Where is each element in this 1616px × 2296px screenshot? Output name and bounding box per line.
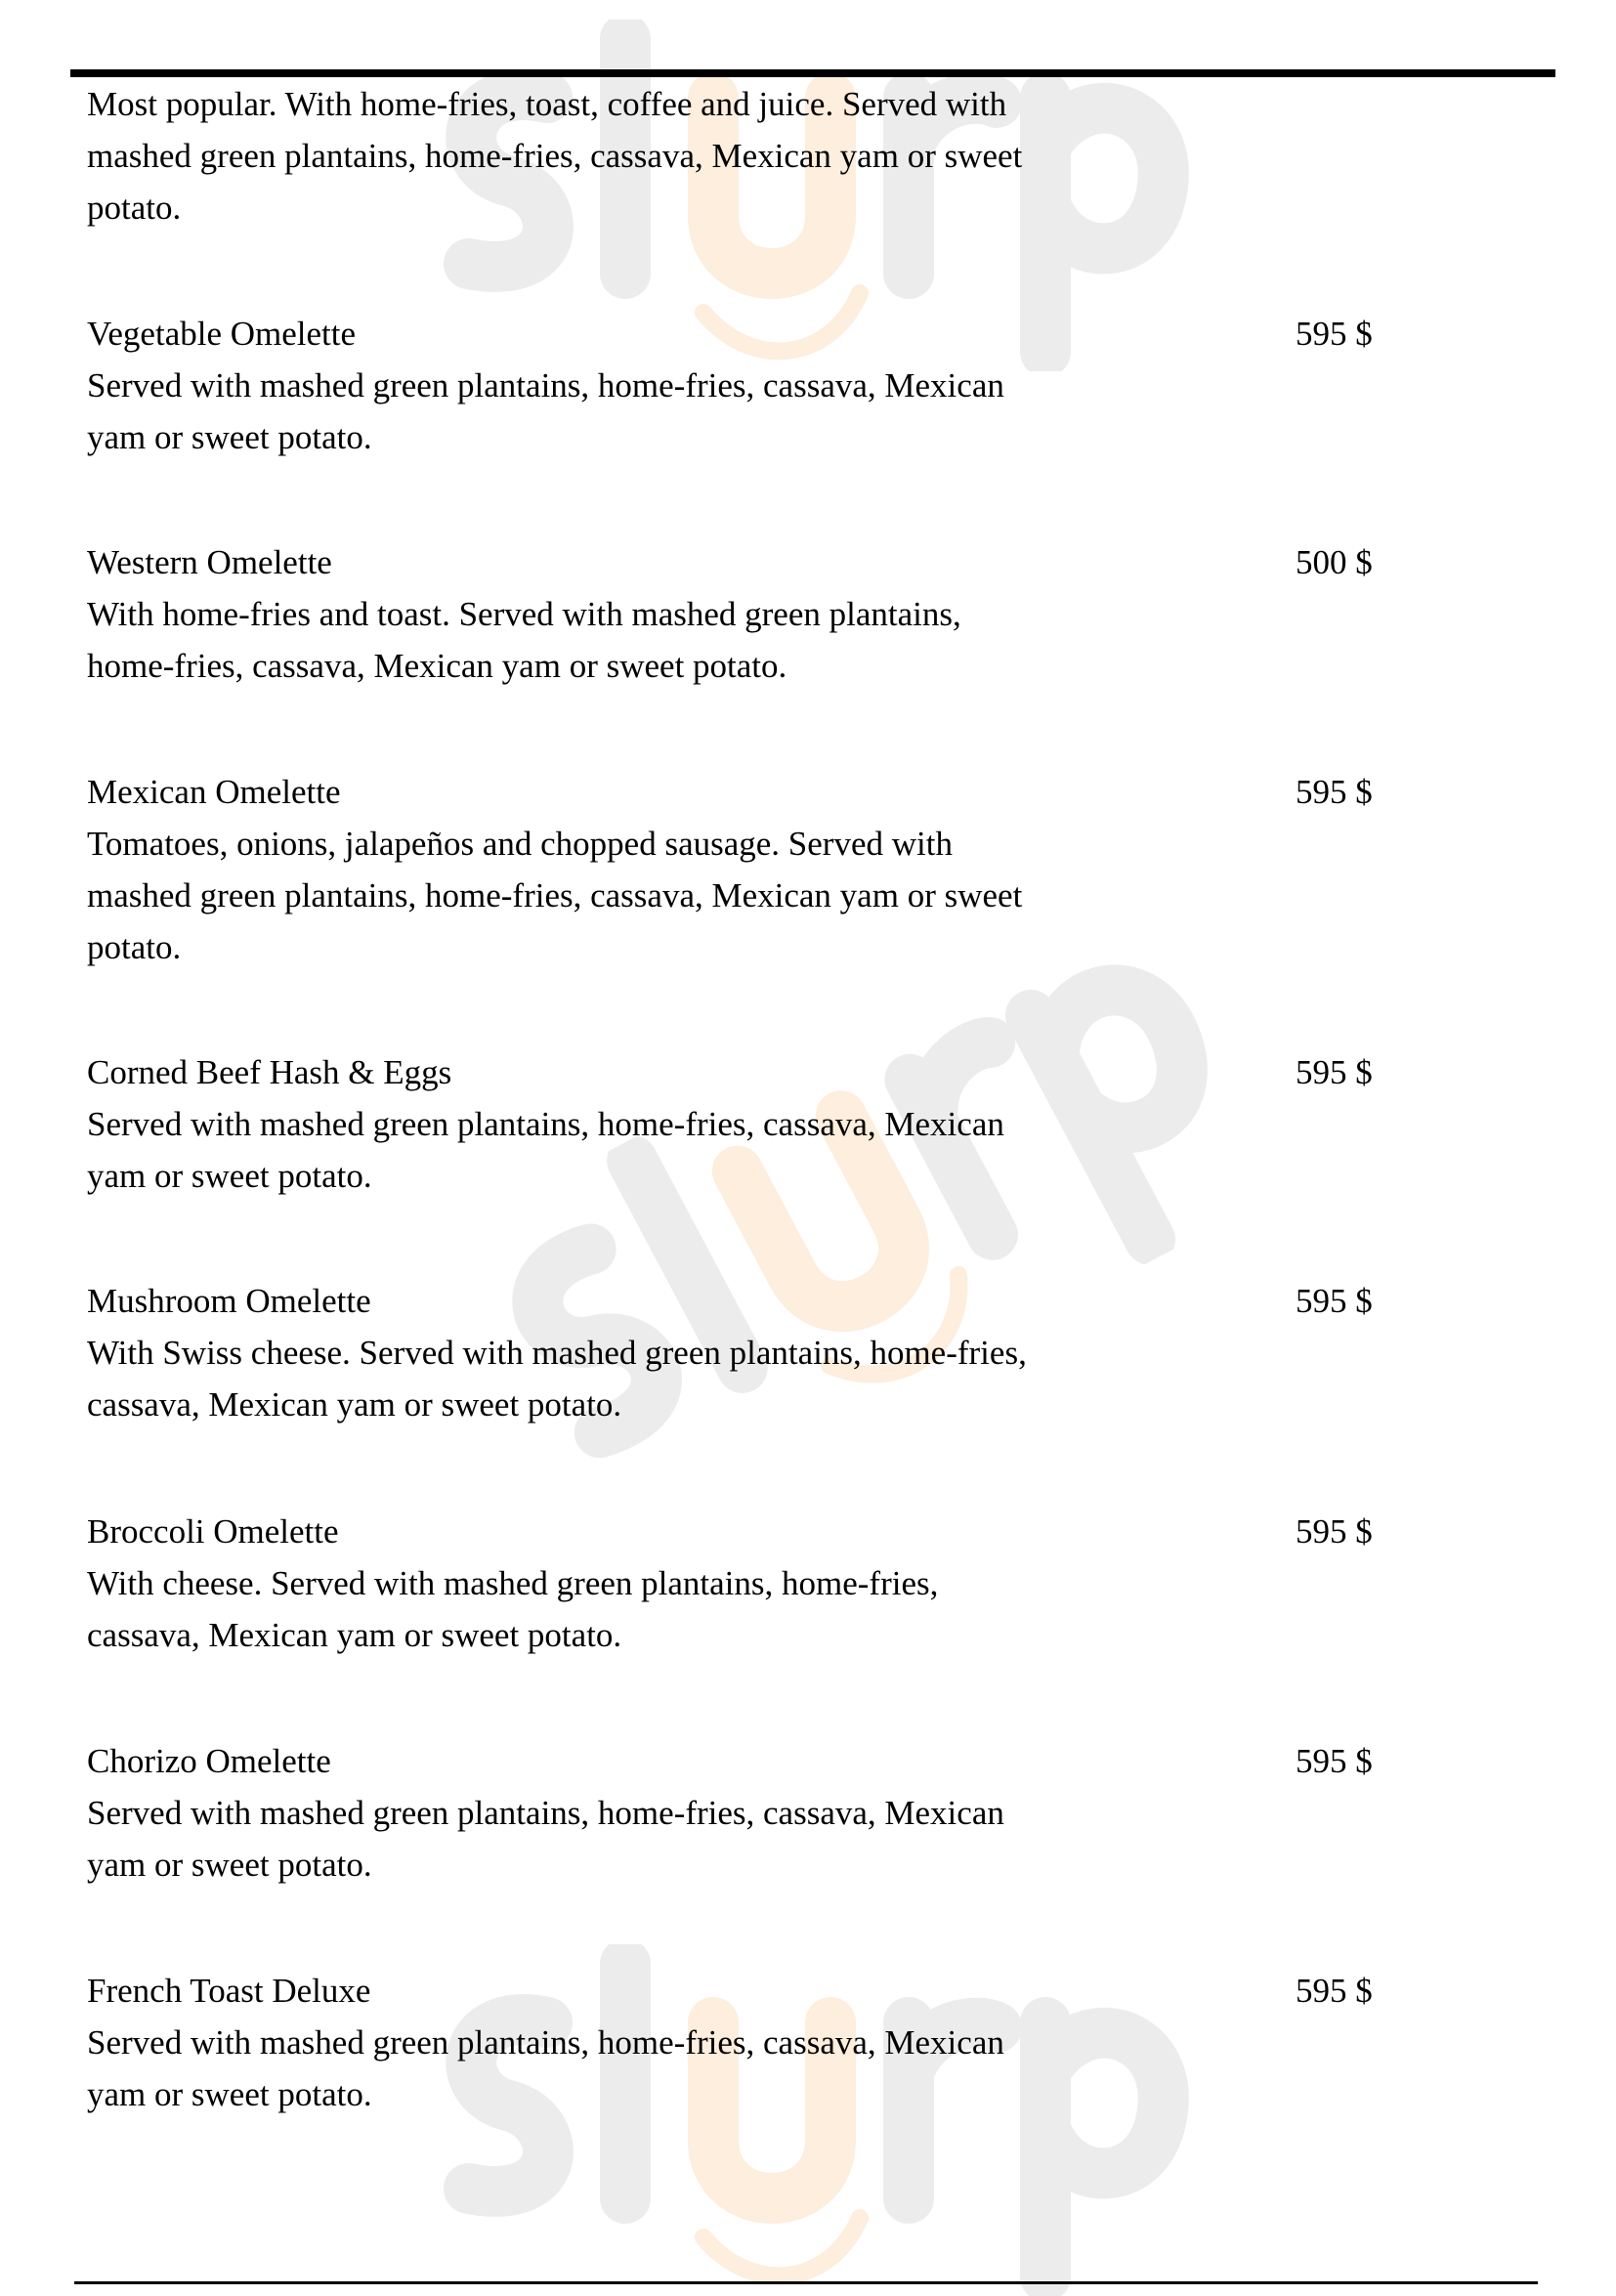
menu-item-description-line: home-fries, cassava, Mexican yam or sweet potato. xyxy=(87,647,787,685)
intro-description xyxy=(87,78,1552,234)
menu-item xyxy=(87,1046,1552,1202)
menu-item-description-line: With home-fries and toast. Served with mashed green plantains, xyxy=(87,595,961,633)
menu-item-description-line: potato. xyxy=(87,928,182,966)
bottom-divider xyxy=(74,2281,1538,2284)
menu-item-name: French Toast Deluxe xyxy=(87,1972,371,2010)
menu-item-description-line: yam or sweet potato. xyxy=(87,2075,372,2113)
menu-item-price: 595 $ xyxy=(1296,315,1373,353)
menu-item xyxy=(87,308,1552,463)
menu-item-price: 500 $ xyxy=(1296,543,1373,581)
menu-item-name: Mexican Omelette xyxy=(87,773,341,811)
menu-item xyxy=(87,1506,1552,1661)
description-line: Most popular. With home-fries, toast, coffee and juice. Served with xyxy=(87,85,1007,123)
menu-item xyxy=(87,766,1552,973)
description-line: potato. xyxy=(87,189,182,227)
menu-item-price: 595 $ xyxy=(1296,1282,1373,1320)
menu-item-name: Mushroom Omelette xyxy=(87,1282,371,1320)
menu-item-price: 595 $ xyxy=(1296,1053,1373,1091)
menu-item-description-line: Served with mashed green plantains, home-fries, cassava, Mexican xyxy=(87,366,1004,404)
description-line: mashed green plantains, home-fries, cassava, Mexican yam or sweet xyxy=(87,137,1023,175)
menu-item xyxy=(87,1965,1552,2120)
menu-item-description-line: With cheese. Served with mashed green plantains, home-fries, xyxy=(87,1564,939,1602)
menu-item-name: Vegetable Omelette xyxy=(87,315,357,353)
menu-item-description-line: cassava, Mexican yam or sweet potato. xyxy=(87,1385,622,1424)
menu-item-name: Chorizo Omelette xyxy=(87,1742,331,1780)
menu-item xyxy=(87,1735,1552,1891)
menu-item-name: Western Omelette xyxy=(87,543,332,581)
menu-item-description-line: With Swiss cheese. Served with mashed green plantains, home-fries, xyxy=(87,1334,1027,1372)
menu-item xyxy=(87,536,1552,692)
menu-item-description-line: Tomatoes, onions, jalapeños and chopped sausage. Served with xyxy=(87,825,953,863)
menu-item-price: 595 $ xyxy=(1296,1742,1373,1780)
top-divider xyxy=(70,69,1555,77)
menu-item-description-line: Served with mashed green plantains, home-fries, cassava, Mexican xyxy=(87,2023,1004,2062)
menu-item-price: 595 $ xyxy=(1296,1972,1373,2010)
menu-item-description-line: yam or sweet potato. xyxy=(87,1157,372,1195)
menu-item-description-line: cassava, Mexican yam or sweet potato. xyxy=(87,1616,622,1654)
menu-item-description-line: yam or sweet potato. xyxy=(87,418,372,456)
menu-item-description-line: yam or sweet potato. xyxy=(87,1846,372,1884)
menu-item xyxy=(87,1275,1552,1430)
menu-item-name: Corned Beef Hash & Eggs xyxy=(87,1053,452,1091)
menu-item-description-line: Served with mashed green plantains, home-fries, cassava, Mexican xyxy=(87,1794,1004,1832)
menu-item-price: 595 $ xyxy=(1296,773,1373,811)
menu-item-name: Broccoli Omelette xyxy=(87,1512,339,1551)
menu-item-price: 595 $ xyxy=(1296,1512,1373,1551)
menu-item-description-line: Served with mashed green plantains, home-fries, cassava, Mexican xyxy=(87,1105,1004,1143)
menu-item-description-line: mashed green plantains, home-fries, cassava, Mexican yam or sweet xyxy=(87,876,1023,914)
